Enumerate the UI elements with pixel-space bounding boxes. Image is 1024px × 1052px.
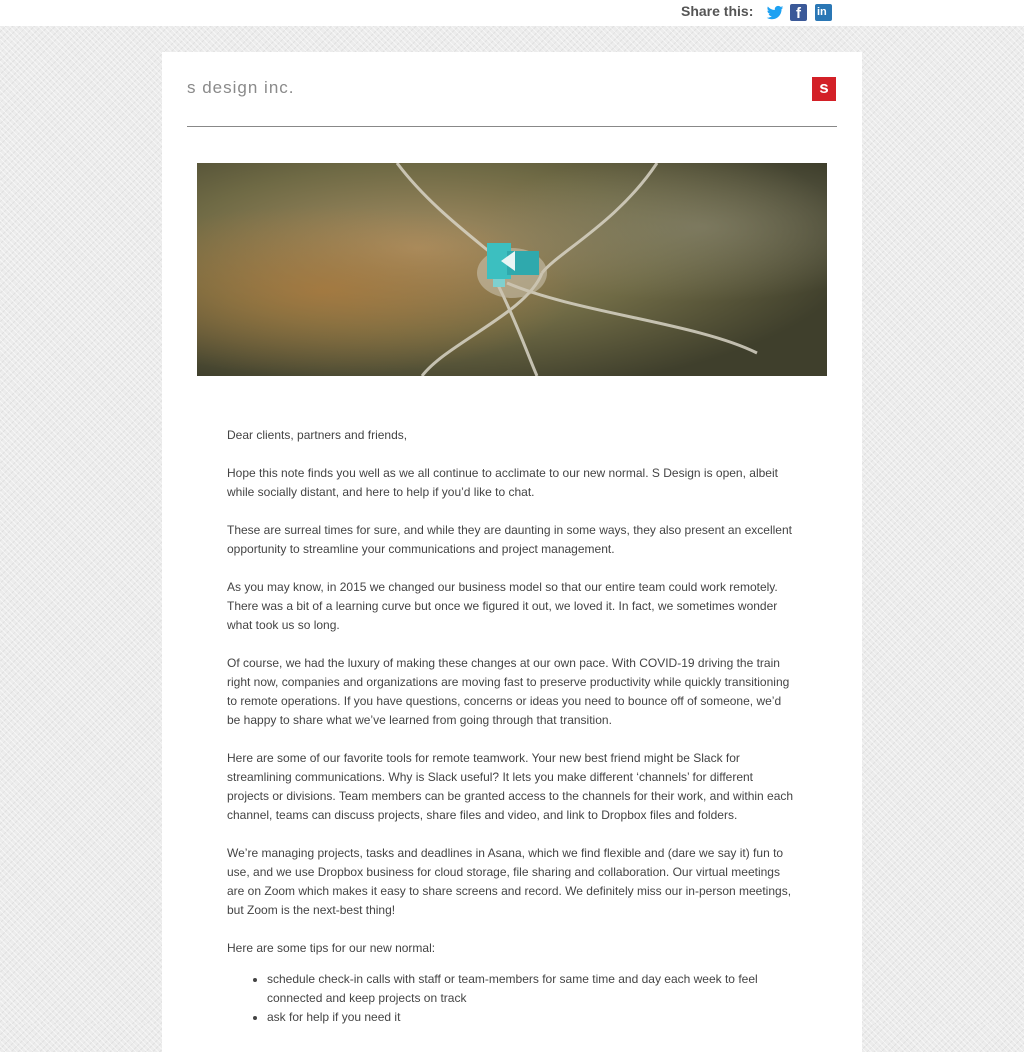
share-label: Share this:	[681, 3, 754, 19]
paragraph: These are surreal times for sure, and while they are daunting in some ways, they also present an excellent opportunity to streamline your communications and project management.	[227, 523, 792, 556]
brand-logo: s	[812, 77, 836, 101]
brand-name: s design inc.	[187, 78, 295, 97]
facebook-icon[interactable]: f	[790, 4, 807, 21]
paragraph: Of course, we had the luxury of making these changes at our own pace. With COVID-19 driving the train right now, companies and organizations are moving fast to preserve productivity while quickly transitioning to remote operations. If you have questions, concerns or ideas you need to bounce off of someone, we’d be happy to share what we’ve learned from going through that transition.	[227, 656, 790, 727]
tips-list	[227, 970, 797, 1027]
header-divider	[187, 126, 837, 127]
list-item: • ask for help if you need it	[267, 1008, 797, 1027]
paragraph: Hope this note finds you well as we all continue to acclimate to our new normal. S Design is open, albeit while socially distant, and here to help if you’d like to chat.	[227, 466, 778, 499]
list-item: • schedule check-in calls with staff or team-members for same time and day each week to feel connected and keep projects on track	[267, 970, 797, 1008]
letter-body	[227, 426, 797, 1027]
paragraph: Here are some of our favorite tools for remote teamwork. Your new best friend might be Slack for streamlining communications. Why is Slack useful? It lets you make different ‘channels’ for different projects or divisions. Team members can be granted access to the channels for their work, and within each channel, teams can discuss projects, share files and video, and link to Dropbox files and folders.	[227, 751, 794, 822]
paragraph: As you may know, in 2015 we changed our business model so that our entire team could work remotely. There was a bit of a learning curve but once we figured it out, we loved it. In fact, we sometimes wonder what took us so long.	[227, 580, 778, 632]
email-card	[162, 52, 862, 1052]
hero-image	[197, 163, 827, 376]
greeting: Dear clients, partners and friends,	[227, 428, 408, 442]
paragraph: We’re managing projects, tasks and deadlines in Asana, which we find flexible and (dare we say it) fun to use, and we use Dropbox business for cloud storage, file sharing and collaboration. Our virtual meetings are on Zoom which makes it easy to share screens and record. We definitely miss our in-person meetings, but Zoom is the next-best thing!	[227, 846, 792, 917]
twitter-icon[interactable]	[766, 4, 784, 22]
share-bar	[0, 0, 1024, 26]
linkedin-icon[interactable]: in	[815, 4, 832, 21]
tips-intro: Here are some tips for our new normal:	[227, 941, 436, 955]
